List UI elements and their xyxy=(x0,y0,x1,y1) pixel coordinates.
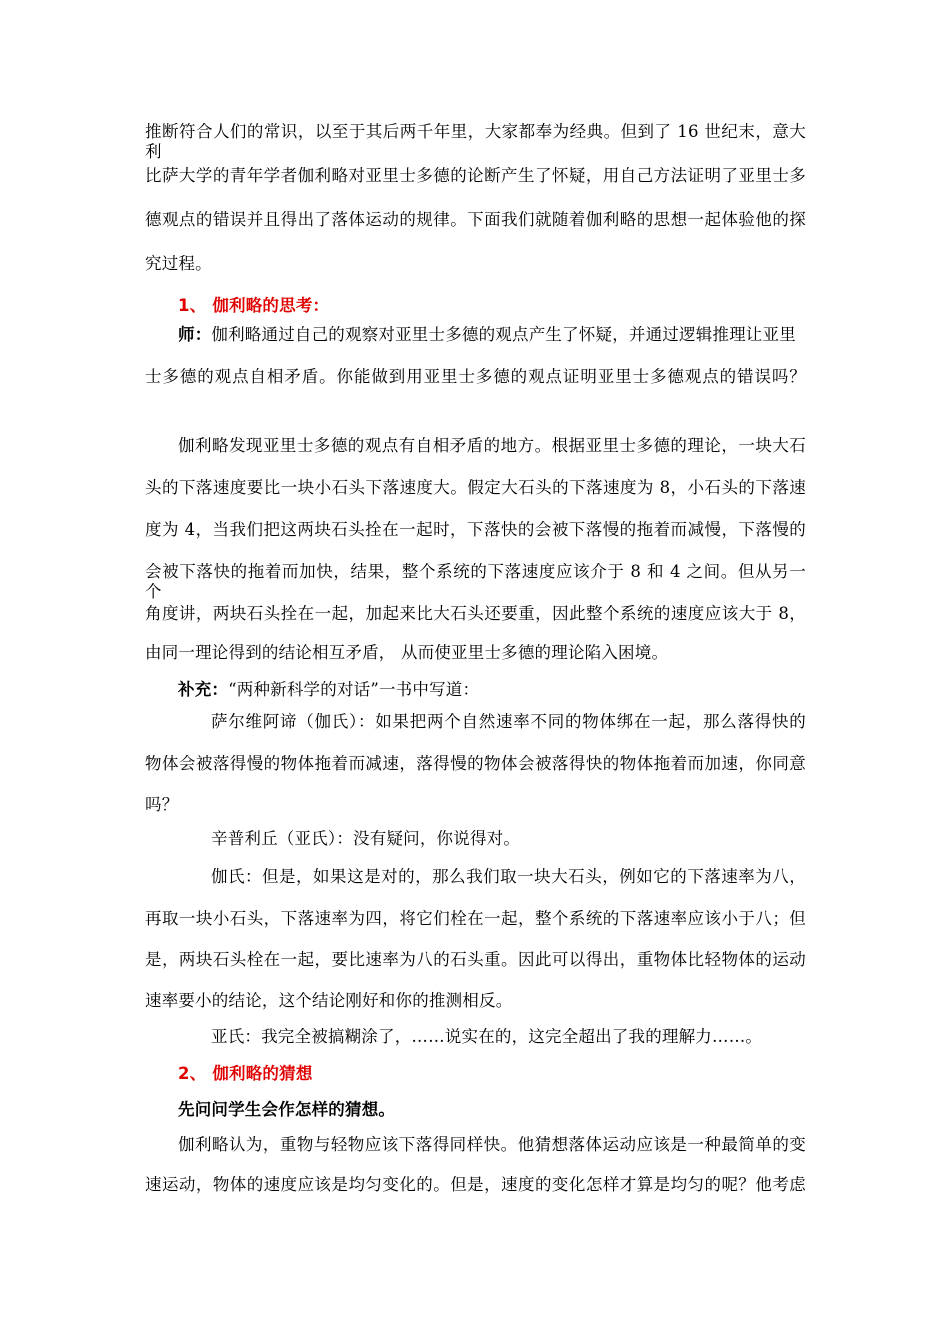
teacher-line-1 xyxy=(178,325,796,345)
section-heading-2: 2、 伽利略的猜想 xyxy=(178,1064,313,1083)
dialogue-line: 辛普利丘（亚氏）：没有疑问，你说得对。 xyxy=(211,829,521,848)
supplement-line xyxy=(178,680,479,700)
paragraph-line: 伽利略认为，重物与轻物应该下落得同样快。他猜想落体运动应该是一种最简单的变 xyxy=(178,1135,806,1154)
paragraph-line: 伽利略发现亚里士多德的观点有自相矛盾的地方。根据亚里士多德的理论，一块大石 xyxy=(178,436,806,455)
paragraph-line: 究过程。 xyxy=(145,254,212,273)
teacher-line-2: 士多德的观点自相矛盾。你能做到用亚里士多德的观点证明亚里士多德观点的错误吗？ xyxy=(145,367,806,386)
dialogue-line: 萨尔维阿谛（伽氏）：如果把两个自然速率不同的物体绑在一起，那么落得快的 xyxy=(211,712,806,731)
paragraph-line: 会被下落快的拖着而加快，结果，整个系统的下落速度应该介于 8 和 4 之间。但从另一个 xyxy=(145,562,806,601)
paragraph-line: 头的下落速度要比一块小石头下落速度大。假定大石头的下落速度为 8，小石头的下落速 xyxy=(145,478,806,497)
dialogue-line: 物体会被落得慢的物体拖着而减速，落得慢的物体会被落得快的物体拖着而加速，你同意 xyxy=(145,754,806,773)
dialogue-line: 再取一块小石头，下落速率为四，将它们栓在一起，整个系统的下落速率应该小于八；但 xyxy=(145,909,806,928)
paragraph-line: 由同一理论得到的结论相互矛盾， 从而使亚里士多德的理论陷入困境。 xyxy=(145,643,669,662)
paragraph-line: 推断符合人们的常识，以至于其后两千年里，大家都奉为经典。但到了 16 世纪末，意大利 xyxy=(145,122,806,161)
supplement-label: 补充： xyxy=(178,680,229,699)
teacher-label: 师： xyxy=(178,325,212,344)
dialogue-line: 伽氏：但是，如果这是对的，那么我们取一块大石头，例如它的下落速率为八， xyxy=(211,867,806,886)
prompt-question: 先问问学生会作怎样的猜想。 xyxy=(178,1100,396,1119)
paragraph-line: 速运动，物体的速度应该是均匀变化的。但是，速度的变化怎样才算是均匀的呢？他考虑 xyxy=(145,1175,806,1194)
dialogue-line: 亚氏：我完全被搞糊涂了，……说实在的，这完全超出了我的理解力……。 xyxy=(211,1027,763,1046)
paragraph-line: 度为 4，当我们把这两块石头拴在一起时，下落快的会被下落慢的拖着而减慢，下落慢的 xyxy=(145,520,806,539)
section-heading-1: 1、 伽利略的思考： xyxy=(178,296,330,315)
dialogue-line: 吗？ xyxy=(145,795,179,814)
teacher-text: 伽利略通过自己的观察对亚里士多德的观点产生了怀疑，并通过逻辑推理让亚里 xyxy=(211,325,796,344)
paragraph-line: 比萨大学的青年学者伽利略对亚里士多德的论断产生了怀疑，用自己方法证明了亚里士多 xyxy=(145,166,806,185)
paragraph-line: 德观点的错误并且得出了落体运动的规律。下面我们就随着伽利略的思想一起体验他的探 xyxy=(145,210,806,229)
dialogue-line: 是，两块石头栓在一起，要比速率为八的石头重。因此可以得出，重物体比轻物体的运动 xyxy=(145,950,806,969)
paragraph-line: 角度讲，两块石头拴在一起，加起来比大石头还要重，因此整个系统的速度应该大于 8， xyxy=(145,604,806,623)
supplement-text: “两种新科学的对话”一书中写道： xyxy=(228,680,480,699)
dialogue-line: 速率要小的结论，这个结论刚好和你的推测相反。 xyxy=(145,991,513,1010)
